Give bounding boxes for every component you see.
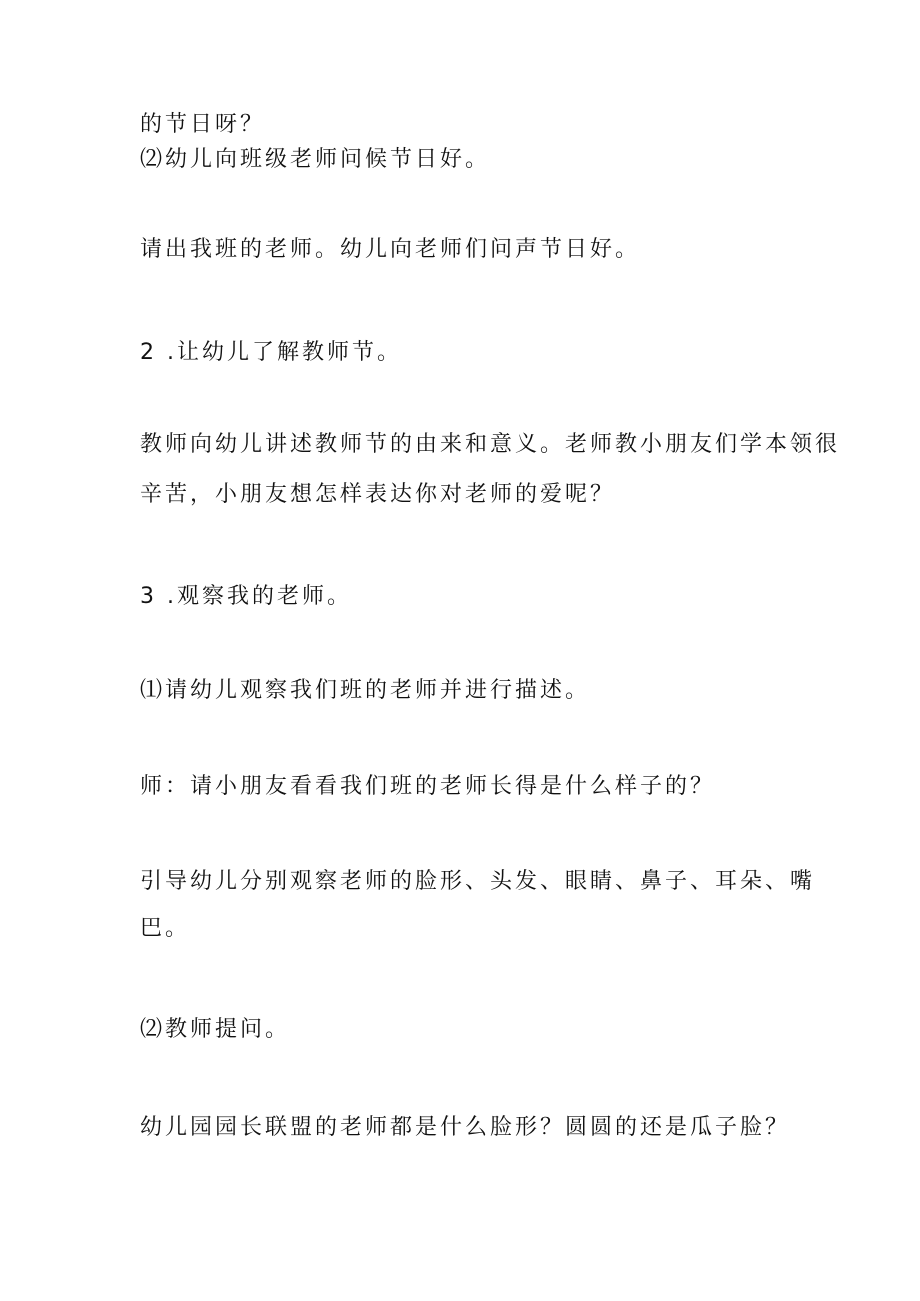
text-line: 教师向幼儿讲述教师节的由来和意义。老师教小朋友们学本领很	[140, 432, 841, 457]
text-line: 幼儿园园长联盟的老师都是什么脸形？圆圆的还是瓜子脸？	[140, 1115, 791, 1140]
text-line: ⑵幼儿向班级老师问候节日好。	[140, 147, 491, 172]
text-line: 引导幼儿分别观察老师的脸形、头发、眼睛、鼻子、耳朵、嘴	[140, 869, 816, 894]
text-line: 巴。	[140, 916, 191, 941]
text-line: 的节日呀？	[140, 112, 266, 137]
text-line: ⑴请幼儿观察我们班的老师并进行描述。	[140, 678, 591, 703]
text-line: 请出我班的老师。幼儿向老师们问声节日好。	[140, 237, 641, 262]
section-heading: 2 .让幼儿了解教师节。	[140, 340, 402, 365]
text-line: ⑵教师提问。	[140, 1017, 291, 1042]
section-heading: 3 .观察我的老师。	[140, 584, 352, 609]
text-line: 辛苦，小朋友想怎样表达你对老师的爱呢？	[140, 482, 616, 507]
text-line: 师：请小朋友看看我们班的老师长得是什么样子的？	[140, 774, 716, 799]
